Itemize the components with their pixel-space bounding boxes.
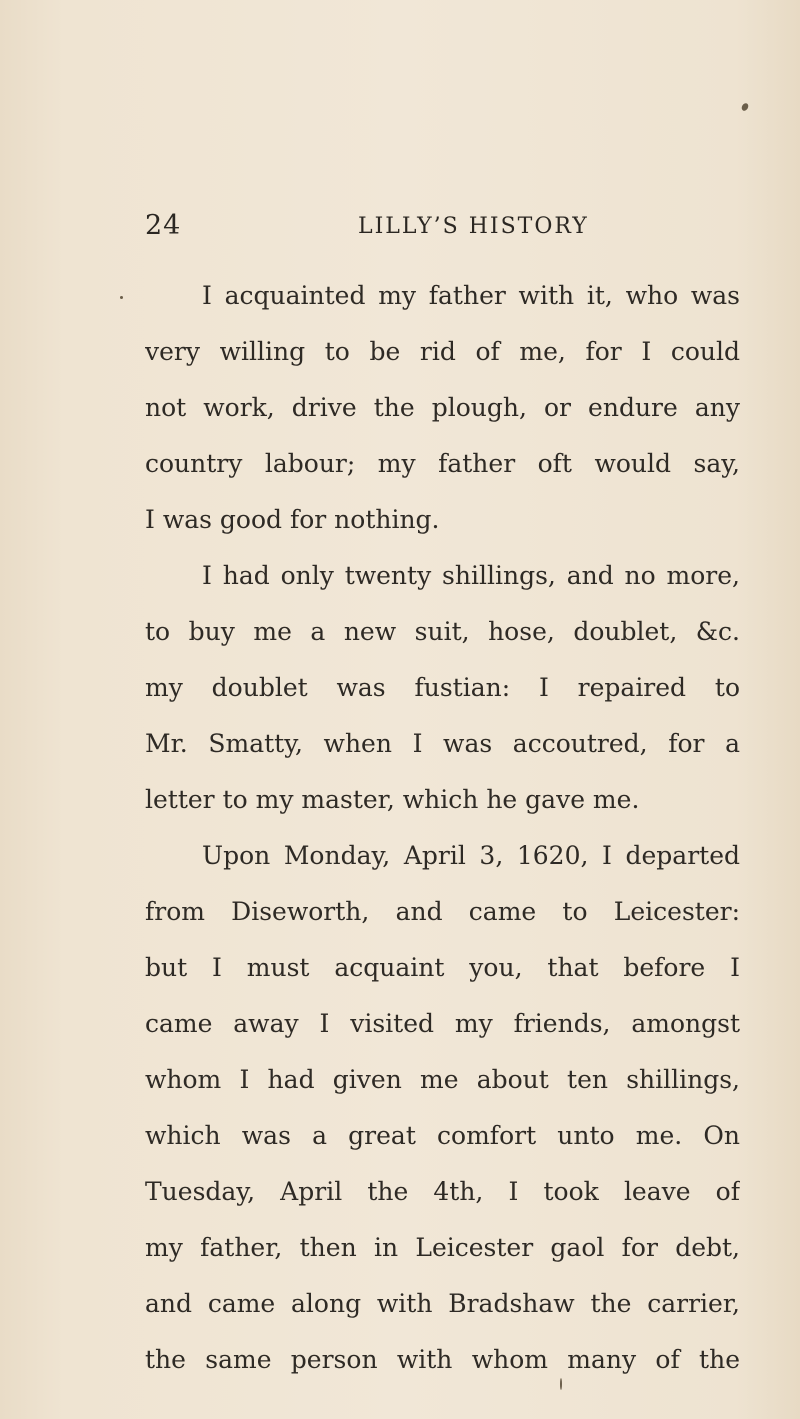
- paper-speck: [560, 1378, 562, 1390]
- running-head: [145, 210, 745, 250]
- page-number: 24: [145, 210, 182, 241]
- text-line: but I must acquaint you, that before I: [145, 953, 740, 982]
- text-line: I had only twenty shillings, and no more,: [202, 561, 740, 590]
- text-line: my father, then in Leicester gaol for debt,: [145, 1233, 740, 1262]
- text-line: Tuesday, April the 4th, I took leave of: [145, 1177, 740, 1206]
- text-line: country labour; my father oft would say,: [145, 449, 740, 478]
- body-text: [145, 268, 740, 1388]
- text-line: which was a great comfort unto me. On: [145, 1121, 740, 1150]
- text-line: Mr. Smatty, when I was accoutred, for a: [145, 729, 740, 758]
- text-line: from Diseworth, and came to Leicester:: [145, 897, 740, 926]
- paper-speck: [740, 102, 749, 112]
- text-line: letter to my master, which he gave me.: [145, 785, 640, 814]
- text-line: the same person with whom many of the: [145, 1345, 740, 1374]
- text-line: I was good for nothing.: [145, 505, 440, 534]
- paper-speck: [120, 296, 123, 299]
- text-line: my doublet was fustian: I repaired to: [145, 673, 740, 702]
- text-line: I acquainted my father with it, who was: [202, 281, 740, 310]
- text-line: very willing to be rid of me, for I could: [145, 337, 740, 366]
- text-line: to buy me a new suit, hose, doublet, &c.: [145, 617, 740, 646]
- text-line: whom I had given me about ten shillings,: [145, 1065, 740, 1094]
- text-line: came away I visited my friends, amongst: [145, 1009, 740, 1038]
- running-head-title: LILLY’S HISTORY: [358, 214, 589, 239]
- text-line: Upon Monday, April 3, 1620, I departed: [202, 841, 740, 870]
- text-line: not work, drive the plough, or endure any: [145, 393, 740, 422]
- text-line: and came along with Bradshaw the carrier,: [145, 1289, 740, 1318]
